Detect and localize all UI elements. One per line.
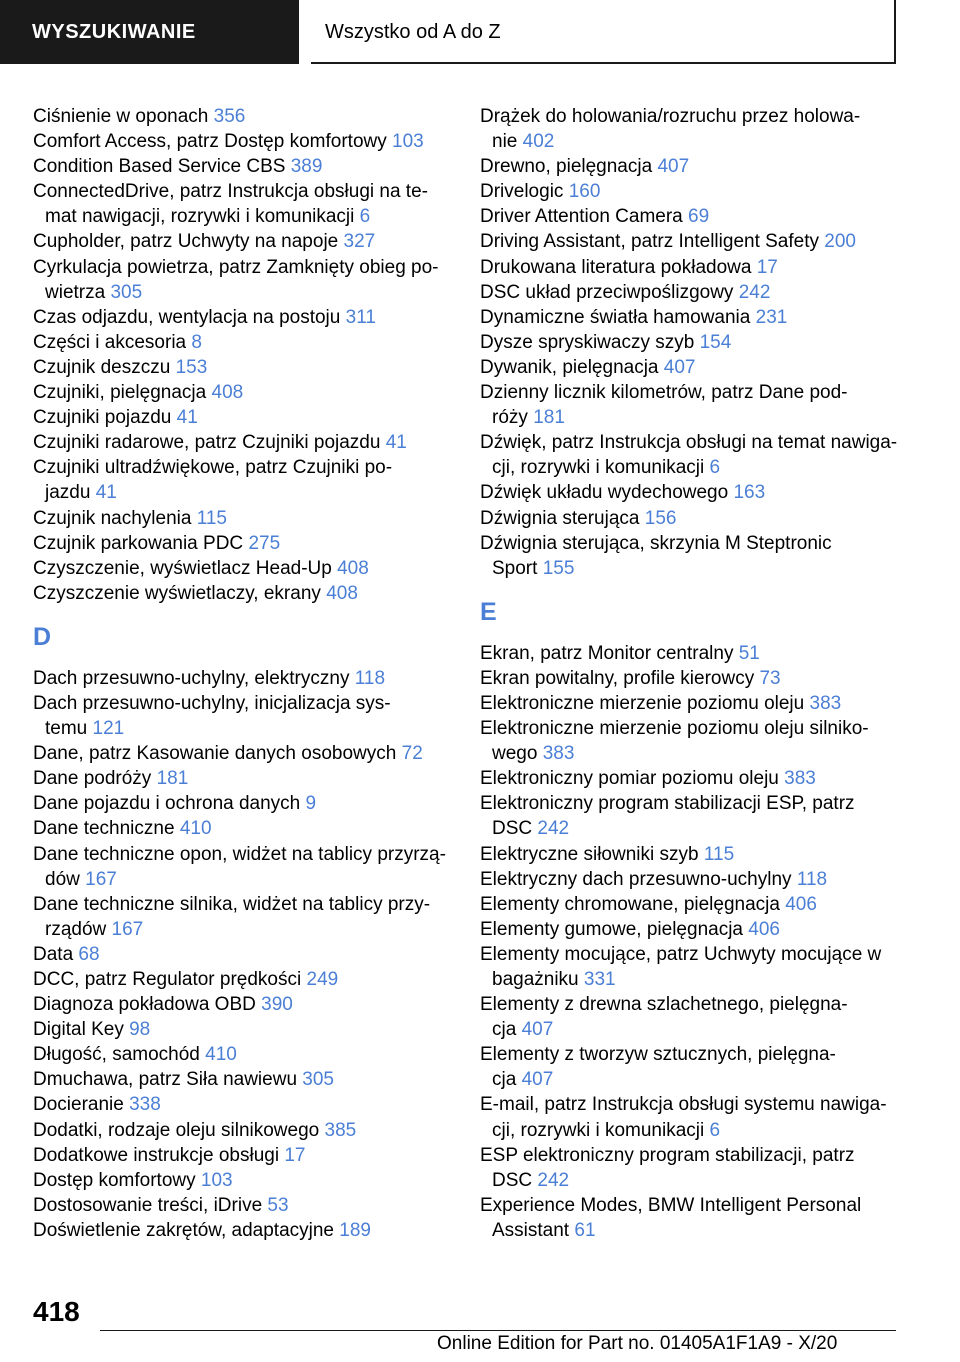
page-reference-link[interactable]: 242 — [738, 281, 771, 303]
index-entry-text: Dach przesuwno-uchylny, elektryczny — [33, 667, 350, 689]
page-reference-link[interactable]: 305 — [110, 281, 143, 303]
index-entry — [480, 992, 905, 1042]
index-entry — [33, 129, 453, 154]
index-entry — [33, 581, 453, 606]
index-entry-text: Diagnoza pokładowa OBD — [33, 994, 256, 1016]
index-entry-text: Digital Key — [33, 1019, 124, 1041]
index-entry-text: DSC — [492, 818, 533, 840]
index-entry-text: Elektroniczne mierzenie poziomu oleju — [480, 692, 805, 714]
index-entry — [33, 1042, 453, 1067]
index-entry — [33, 666, 453, 691]
index-entry-text: Dzienny licznik kilometrów, patrz Dane pod‐ — [480, 382, 848, 404]
page-reference-link[interactable]: 73 — [759, 667, 781, 689]
index-entry-text: Dodatkowe instrukcje obsługi — [33, 1144, 280, 1166]
page-reference-link[interactable]: 53 — [267, 1194, 289, 1216]
index-entry — [480, 867, 905, 892]
page-reference-link[interactable]: 167 — [85, 868, 117, 890]
index-entry-text: Czujniki radarowe, patrz Czujniki pojazdu — [33, 432, 381, 454]
footer-divider — [100, 1330, 896, 1331]
page-reference-link[interactable]: 181 — [156, 768, 189, 790]
index-entry-text: Dmuchawa, patrz Siła nawiewu — [33, 1069, 298, 1091]
index-entry — [480, 531, 905, 581]
index-entry-text: E-mail, patrz Instrukcja obsługi systemu nawiga‐ — [480, 1094, 887, 1116]
index-entry — [480, 1042, 905, 1092]
index-entry-text: Elektryczne siłowniki szyb — [480, 843, 699, 865]
index-entry-text: Drivelogic — [480, 181, 564, 203]
index-entry-text: DSC — [492, 1169, 533, 1191]
index-column-left — [33, 104, 453, 1243]
index-entry — [33, 1143, 453, 1168]
index-entry-text: Drewno, pielęgnacja — [480, 156, 653, 178]
index-entry-text: wego — [492, 743, 538, 765]
page-reference-link[interactable]: 389 — [290, 156, 323, 178]
index-entry — [480, 229, 905, 254]
page-reference-link[interactable]: 383 — [784, 768, 816, 790]
page-reference-link[interactable]: 72 — [401, 743, 423, 765]
index-entry-text: Elementy z drewna szlachetnego, pielęgna‐ — [480, 994, 848, 1016]
page-reference-link[interactable]: 98 — [129, 1019, 151, 1041]
index-entry — [33, 154, 453, 179]
index-entry — [33, 305, 453, 330]
page-header-title — [311, 0, 896, 64]
index-entry-text: Dysze spryskiwaczy szyb — [480, 331, 695, 353]
page-reference-link[interactable]: 68 — [78, 943, 100, 965]
index-entry — [33, 942, 453, 967]
page-reference-link[interactable]: 41 — [176, 407, 198, 429]
index-entry — [33, 766, 453, 791]
index-entry — [480, 716, 905, 766]
page-reference-link[interactable]: 242 — [537, 1169, 570, 1191]
index-column-right — [480, 104, 905, 1243]
page-reference-link[interactable]: 51 — [738, 642, 760, 664]
index-entry-text: Dane techniczne silnika, widżet na tablicy przy‐ — [33, 893, 431, 915]
index-entry — [480, 917, 905, 942]
page-reference-link[interactable]: 61 — [574, 1219, 596, 1241]
index-entry — [480, 355, 905, 380]
index-entry-text: rządów — [45, 918, 107, 940]
index-entry-text: Condition Based Service CBS — [33, 156, 286, 178]
index-section-letter: E — [480, 597, 497, 626]
page-reference-link[interactable]: 390 — [261, 994, 293, 1016]
index-entry-text: Dźwignia sterująca — [480, 507, 640, 529]
index-entry — [480, 1092, 905, 1142]
page-reference-link[interactable]: 154 — [699, 331, 732, 353]
index-entry-text: Elementy chromowane, pielęgnacja — [480, 893, 780, 915]
index-entry-text: ESP elektroniczny program stabilizacji, patrz — [480, 1144, 855, 1166]
index-entry — [480, 204, 905, 229]
index-entry-text: Elementy gumowe, pielęgnacja — [480, 918, 743, 940]
page-reference-link[interactable]: 8 — [191, 331, 202, 353]
page-reference-link[interactable]: 407 — [521, 1019, 554, 1041]
index-entry-text: Ekran powitalny, profile kierowcy — [480, 667, 755, 689]
index-entry — [33, 455, 453, 505]
page-reference-link[interactable]: 103 — [392, 131, 424, 153]
index-entry — [480, 179, 905, 204]
index-entry — [33, 741, 453, 766]
index-entry-text: cji, rozrywki i komunikacji — [492, 457, 705, 479]
page-reference-link[interactable]: 331 — [583, 969, 616, 990]
page-reference-link[interactable]: 121 — [92, 718, 125, 740]
page-reference-link[interactable]: 407 — [657, 156, 690, 178]
page-reference-link[interactable]: 327 — [343, 231, 376, 253]
index-entry — [480, 506, 905, 531]
index-entry-text: Elektryczny dach przesuwno-uchylny — [480, 868, 792, 890]
index-entry — [33, 791, 453, 816]
index-entry-text: Dynamiczne światła hamowania — [480, 306, 751, 328]
index-entry — [480, 842, 905, 867]
page-reference-link[interactable]: 408 — [326, 582, 358, 604]
index-entry-text: Dane pojazdu i ochrona danych — [33, 793, 301, 815]
page-reference-link[interactable]: 242 — [537, 818, 570, 840]
index-entry-text: Dźwięk, patrz Instrukcja obsługi na temat nawiga‐ — [480, 432, 898, 454]
page-reference-link[interactable]: 383 — [542, 743, 575, 765]
page-reference-link[interactable]: 408 — [211, 382, 244, 404]
index-entry — [33, 430, 453, 455]
section-tab-label: WYSZUKIWANIE — [32, 21, 196, 43]
index-entry — [33, 506, 453, 531]
index-entry-text: Dach przesuwno-uchylny, inicjalizacja sys‐ — [33, 692, 391, 714]
index-entry — [480, 255, 905, 280]
page-reference-link[interactable]: 103 — [200, 1169, 233, 1191]
index-entry-text: Docieranie — [33, 1094, 124, 1116]
page-reference-link[interactable]: 167 — [111, 918, 144, 940]
index-entry — [33, 842, 453, 892]
page-reference-link[interactable]: 385 — [324, 1119, 357, 1141]
index-entry-text: temu — [45, 718, 88, 740]
page-reference-link[interactable]: 163 — [733, 482, 766, 504]
page-reference-link[interactable]: 305 — [302, 1069, 334, 1091]
index-entry — [33, 967, 453, 992]
page-reference-link[interactable]: 410 — [179, 818, 212, 840]
page-reference-link[interactable]: 402 — [522, 131, 555, 153]
index-entry-text: Części i akcesoria — [33, 331, 187, 353]
footer-edition-text: Online Edition for Part no. 01405A1F1A9 - X/20 — [437, 1333, 838, 1354]
page-reference-link[interactable]: 155 — [542, 557, 575, 579]
index-entry — [33, 892, 453, 942]
index-entry-text: DSC układ przeciwpoślizgowy — [480, 281, 734, 303]
index-entry — [480, 104, 905, 154]
index-entry — [33, 531, 453, 556]
index-entry-text: cja — [492, 1069, 517, 1091]
index-entry — [480, 1143, 905, 1193]
index-entry-text: Data — [33, 943, 74, 965]
index-entry-text: bagażniku — [492, 969, 579, 990]
page-reference-link[interactable]: 9 — [305, 793, 317, 815]
index-entry-text: Czas odjazdu, wentylacja na postoju — [33, 306, 341, 328]
index-entry-text: Cupholder, patrz Uchwyty na napoje — [33, 231, 339, 253]
page-reference-link[interactable]: 156 — [644, 507, 677, 529]
index-entry-text: Driver Attention Camera — [480, 206, 683, 228]
index-entry-text: Czujnik nachylenia — [33, 507, 192, 529]
index-entry — [480, 330, 905, 355]
index-entry — [480, 942, 905, 992]
index-entry — [480, 766, 905, 791]
index-entry-text: Ekran, patrz Monitor centralny — [480, 642, 734, 664]
index-entry — [480, 480, 905, 505]
index-entry — [33, 1218, 453, 1243]
index-entry-text: Dane techniczne opon, widżet na tablicy przyrzą‐ — [33, 843, 446, 865]
page-reference-link[interactable]: 407 — [521, 1069, 554, 1091]
page-reference-link[interactable]: 189 — [339, 1219, 371, 1241]
index-entry-text: Dostęp komfortowy — [33, 1169, 196, 1191]
page-reference-link[interactable]: 118 — [354, 667, 386, 689]
index-entry — [33, 1193, 453, 1218]
index-entry-text: Doświetlenie zakrętów, adaptacyjne — [33, 1219, 335, 1241]
page-reference-link[interactable]: 407 — [663, 356, 696, 378]
index-entry-text: Cyrkulacja powietrza, patrz Zamknięty obieg po‐ — [33, 256, 439, 278]
page-reference-link[interactable]: 160 — [568, 181, 601, 203]
index-entry-text: mat nawigacji, rozrywki i komunikacji — [45, 206, 355, 228]
page-reference-link[interactable]: 41 — [385, 432, 407, 454]
page-reference-link[interactable]: 118 — [796, 868, 828, 890]
index-entry — [33, 330, 453, 355]
page-reference-link[interactable]: 249 — [306, 969, 339, 990]
index-entry — [480, 1193, 905, 1243]
index-entry-text: Dane techniczne — [33, 818, 175, 840]
page-reference-link[interactable]: 406 — [785, 893, 817, 915]
index-entry-text: Czujnik deszczu — [33, 356, 171, 378]
index-entry-text: ConnectedDrive, patrz Instrukcja obsługi na te‐ — [33, 181, 428, 203]
page-number: 418 — [33, 1296, 80, 1327]
index-entry-text: Dane, patrz Kasowanie danych osobowych — [33, 743, 397, 765]
index-entry-text: Czujniki, pielęgnacja — [33, 382, 207, 404]
index-entry-text: Assistant — [492, 1219, 570, 1241]
index-entry — [33, 1017, 453, 1042]
index-entry — [480, 154, 905, 179]
section-tab[interactable] — [0, 0, 299, 64]
index-entry — [33, 380, 453, 405]
index-entry — [480, 305, 905, 330]
page-reference-link[interactable]: 410 — [205, 1044, 237, 1066]
page-reference-link[interactable]: 115 — [703, 843, 735, 865]
index-entry-text: Czyszczenie wyświetlaczy, ekrany — [33, 582, 321, 604]
index-entry-text: Elektroniczny program stabilizacji ESP, patrz — [480, 793, 855, 815]
index-entry-text: Elementy mocujące, patrz Uchwyty mocujące w — [480, 943, 882, 965]
index-entry-text: Długość, samochód — [33, 1044, 200, 1066]
page-reference-link[interactable]: 406 — [748, 918, 780, 940]
index-entry — [480, 791, 905, 841]
index-entry-text: Dostosowanie treści, iDrive — [33, 1194, 263, 1216]
page-reference-link[interactable]: 408 — [337, 557, 369, 579]
index-entry — [33, 1168, 453, 1193]
page-reference-link[interactable]: 17 — [756, 256, 778, 278]
index-entry-text: cji, rozrywki i komunikacji — [492, 1119, 705, 1141]
index-entry — [33, 405, 453, 430]
index-entry-text: Drukowana literatura pokładowa — [480, 256, 752, 278]
index-entry — [33, 816, 453, 841]
index-entry-text: Dywanik, pielęgnacja — [480, 356, 659, 378]
page-reference-link[interactable]: 153 — [175, 356, 208, 378]
index-entry-text: dów — [45, 868, 80, 890]
index-entry — [33, 556, 453, 581]
index-entry-text: Dane podróży — [33, 768, 152, 790]
index-entry-text: Drążek do holowania/rozruchu przez holowa‐ — [480, 106, 861, 127]
index-entry — [33, 104, 453, 129]
index-entry-text: Czujniki ultradźwiękowe, patrz Czujniki po‐ — [33, 457, 393, 479]
index-entry — [33, 255, 453, 305]
index-entry-text: róży — [492, 407, 528, 429]
index-section-letter: D — [33, 622, 52, 651]
page-reference-link[interactable]: 383 — [809, 692, 842, 714]
index-entry-text: Elektroniczny pomiar poziomu oleju — [480, 768, 779, 790]
index-entry-text: Dźwięk układu wydechowego — [480, 482, 729, 504]
page-reference-link[interactable]: 181 — [533, 407, 565, 429]
index-entry-text: Czyszczenie, wyświetlacz Head-Up — [33, 557, 332, 579]
index-entry — [33, 1067, 453, 1092]
index-entry-text: Sport — [492, 557, 538, 579]
index-entry — [33, 691, 453, 741]
index-entry-text: DCC, patrz Regulator prędkości — [33, 969, 302, 990]
index-entry — [480, 380, 905, 430]
index-entry-text: Elementy z tworzyw sztucznych, pielęgna‐ — [480, 1044, 836, 1066]
index-entry-text: wietrza — [45, 281, 106, 303]
index-entry-text: Elektroniczne mierzenie poziomu oleju silniko‐ — [480, 718, 869, 740]
page-reference-link[interactable]: 356 — [213, 106, 246, 127]
index-entry — [33, 1092, 453, 1117]
index-entry-text: nie — [492, 131, 518, 153]
index-entry — [33, 179, 453, 229]
page-reference-link[interactable]: 231 — [755, 306, 788, 328]
page-reference-link[interactable]: 311 — [345, 306, 376, 328]
index-entry-text: Czujniki pojazdu — [33, 407, 172, 429]
index-entry — [480, 430, 905, 480]
index-entry — [480, 666, 905, 691]
page-reference-link[interactable]: 6 — [359, 206, 371, 228]
index-entry — [480, 641, 905, 666]
index-entry — [33, 229, 453, 254]
page-reference-link[interactable]: 17 — [284, 1144, 306, 1166]
page-reference-link[interactable]: 275 — [248, 532, 281, 554]
page-reference-link[interactable]: 338 — [129, 1094, 161, 1116]
index-entry-text: Ciśnienie w oponach — [33, 106, 209, 127]
index-entry — [480, 892, 905, 917]
index-entry-text: Comfort Access, patrz Dostęp komfortowy — [33, 131, 387, 153]
page-reference-link[interactable]: 115 — [196, 507, 227, 529]
index-entry-text: jazdu — [45, 482, 91, 504]
index-entry-text: Experience Modes, BMW Intelligent Personal — [480, 1194, 862, 1216]
page-reference-link[interactable]: 41 — [95, 482, 117, 504]
index-entry-text: cja — [492, 1019, 517, 1041]
index-entry-text: Dodatki, rodzaje oleju silnikowego — [33, 1119, 320, 1141]
page-reference-link[interactable]: 6 — [709, 1119, 721, 1141]
page-reference-link[interactable]: 69 — [688, 206, 710, 228]
index-entry — [480, 691, 905, 716]
index-entry-text: Driving Assistant, patrz Intelligent Safety — [480, 231, 819, 253]
index-entry-text: Czujnik parkowania PDC — [33, 532, 244, 554]
index-entry — [480, 280, 905, 305]
index-entry-text: Dźwignia sterująca, skrzynia M Steptronic — [480, 532, 832, 554]
page-reference-link[interactable]: 200 — [824, 231, 856, 253]
page-reference-link[interactable]: 6 — [709, 457, 721, 479]
index-entry — [33, 355, 453, 380]
index-entry — [33, 1118, 453, 1143]
index-entry — [33, 992, 453, 1017]
header-title-text: Wszystko od A do Z — [325, 21, 501, 43]
